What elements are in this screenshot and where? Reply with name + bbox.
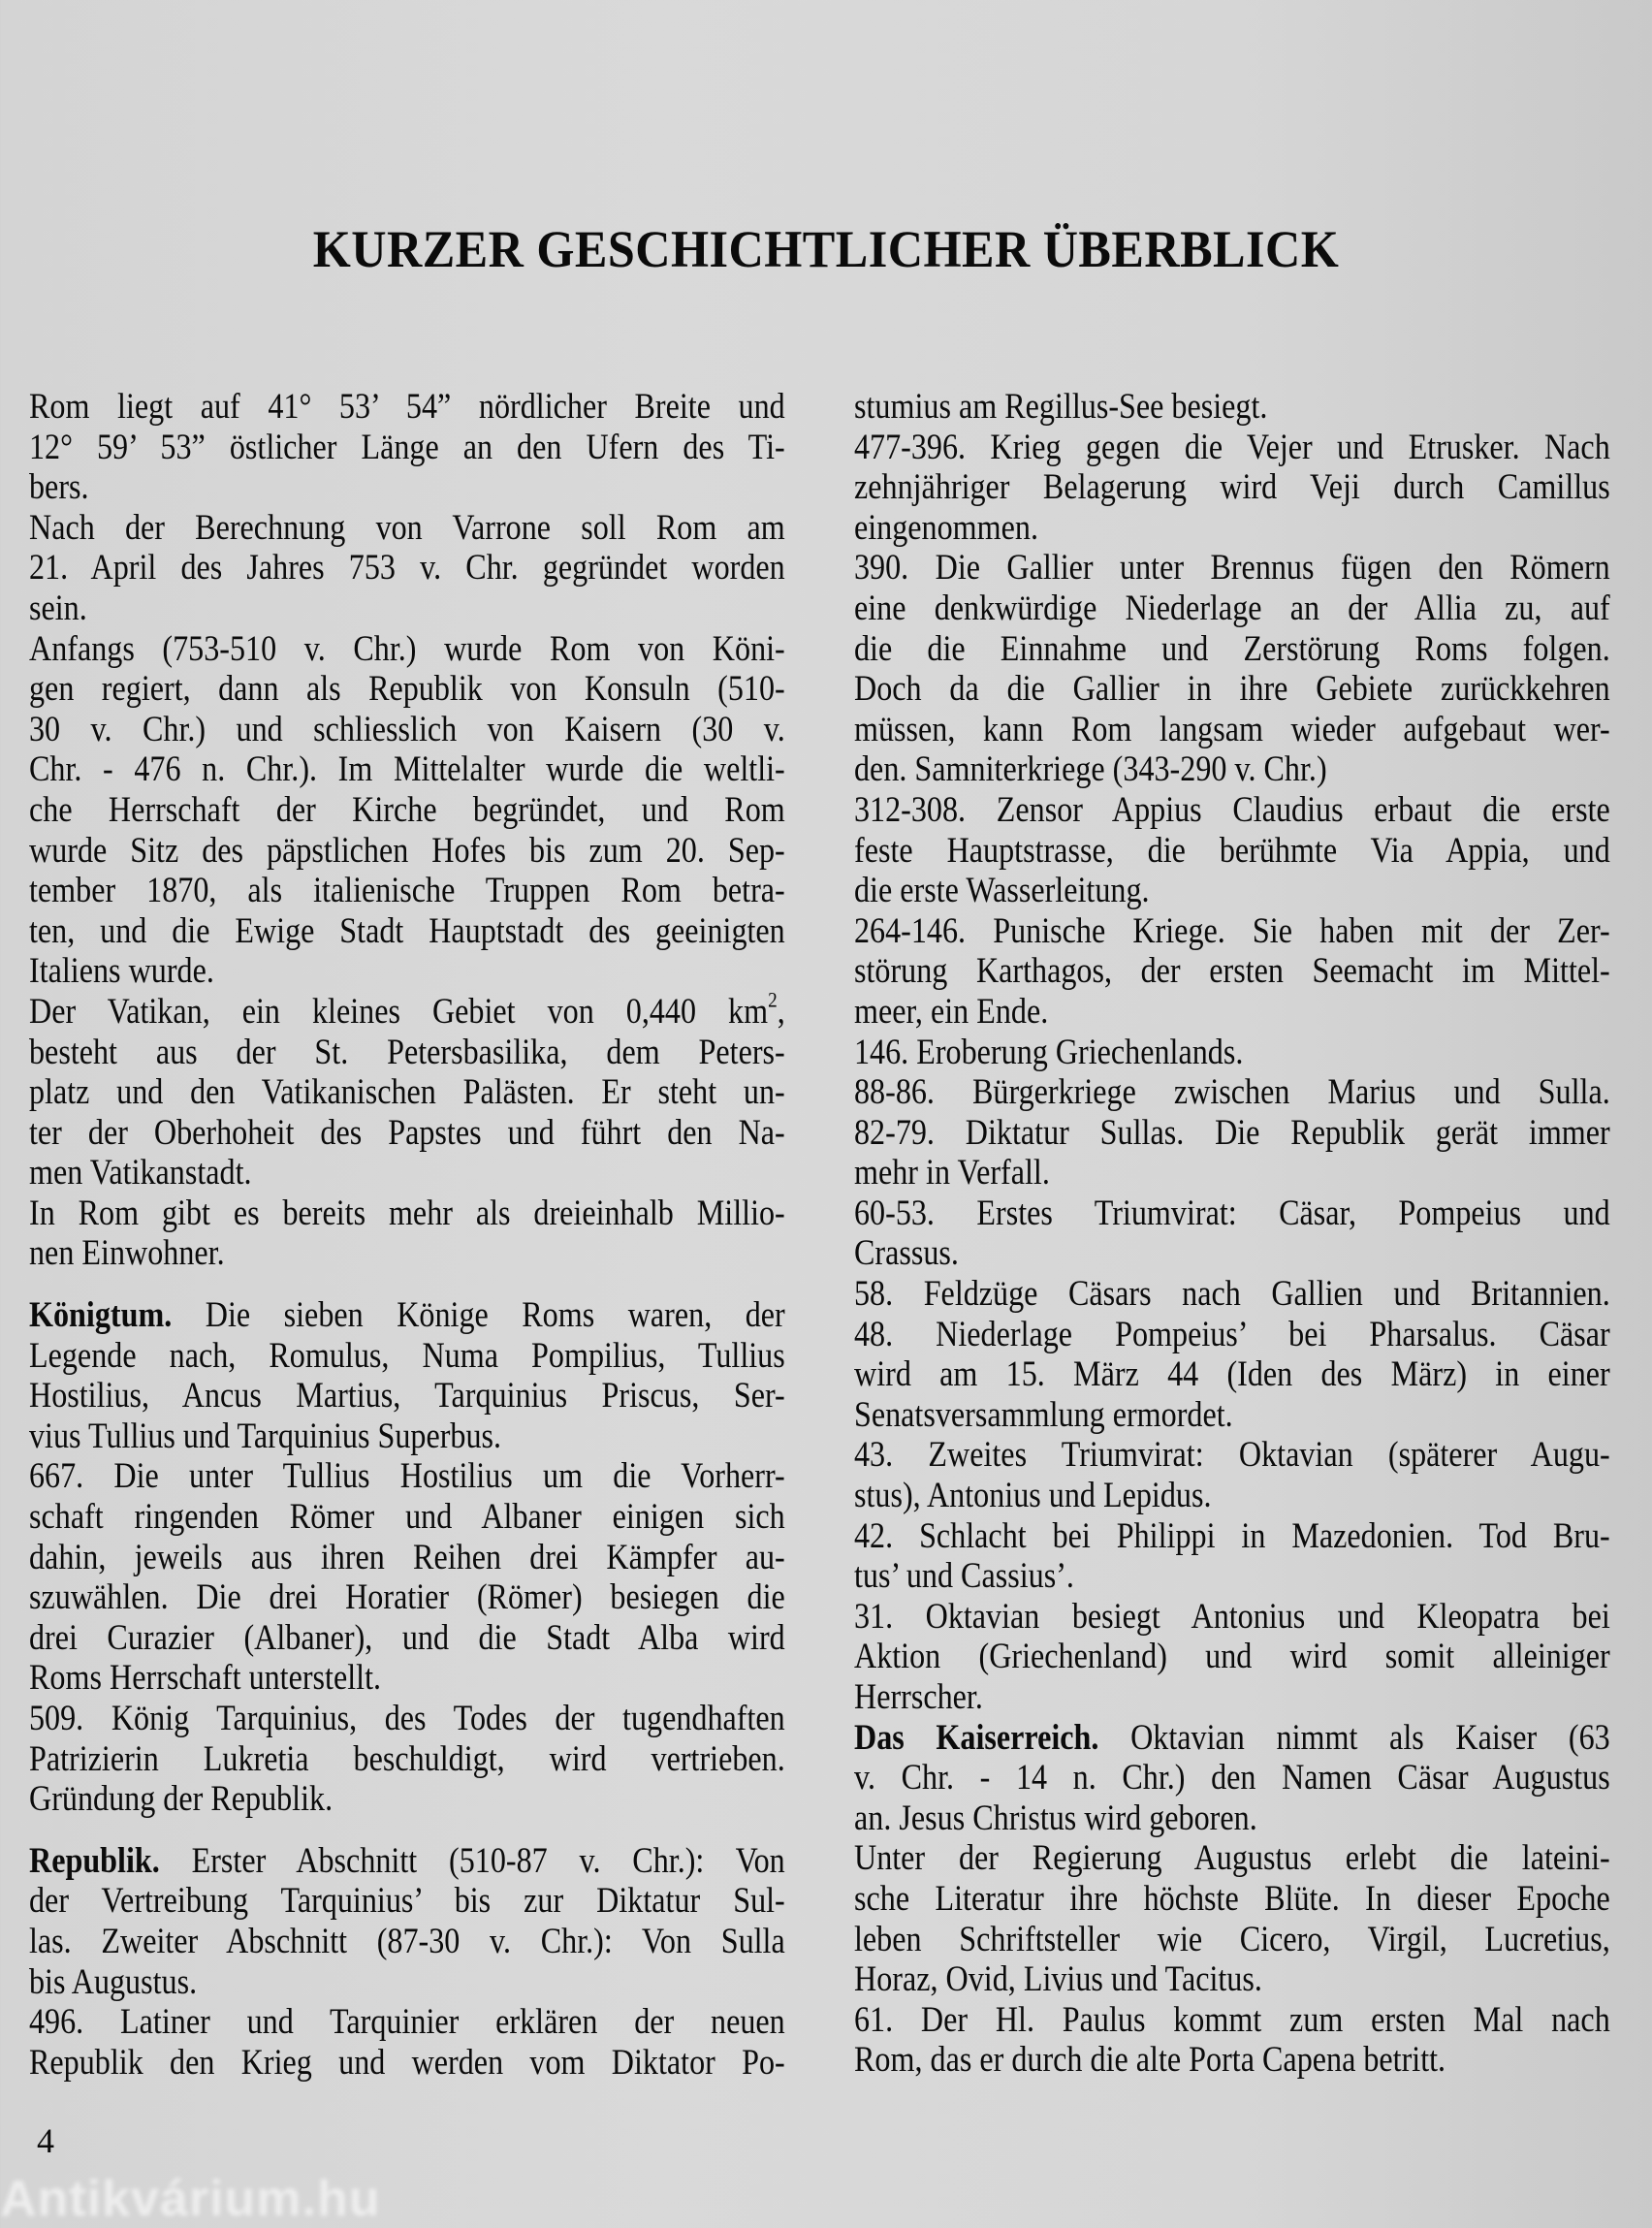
paragraph-continuation: stumius am Regillus-See besiegt.	[854, 386, 1268, 426]
left-column	[29, 386, 785, 2082]
page-title: KURZER GESCHICHTLICHER ÜBERBLICK	[312, 220, 1340, 279]
section-kaiserreich: Das Kaiserreich. Oktavian nimmt als Kaiser (63 v. Chr. - 14 n. Chr.) den Namen Cäsar Augustus an. Jesus Christus wird geboren.	[854, 1716, 1610, 1837]
section-heading: Königtum.	[29, 1294, 173, 1335]
paragraph-43: 43. Zweites Triumvirat: Oktavian (späterer Augu- stus), Antonius und Lepidus.	[854, 1434, 1610, 1515]
right-column	[854, 386, 1610, 2080]
page-number: 4	[37, 2121, 54, 2160]
paragraph-312-308: 312-308. Zensor Appius Claudius erbaut die erste feste Hauptstrasse, die berühmte Via Appia, und die erste Wasserleitung.	[854, 788, 1610, 910]
section-heading: Das Kaiserreich.	[854, 1716, 1099, 1757]
paragraph-founding: Nach der Berechnung von Varrone soll Rom am 21. April des Jahres 753 v. Chr. gegründet worden sein.	[29, 506, 785, 627]
section-koenigtum: Königtum. Die sieben Könige Roms waren, der Legende nach, Romulus, Numa Pompilius, Tullius Hostilius, Ancus Martius, Tarquinius Priscus, Ser- vius Tullius und Tarquinius Superbus.	[29, 1294, 785, 1455]
section-heading: Republik.	[29, 1839, 160, 1880]
paragraph-31: 31. Oktavian besiegt Antonius und Kleopatra bei Aktion (Griechenland) und wird somit alleiniger Herrscher.	[854, 1595, 1610, 1716]
paragraph-location: Rom liegt auf 41° 53’ 54” nördlicher Breite und 12° 59’ 53” östlicher Länge an den Ufern des Ti- bers.	[29, 386, 785, 507]
paragraph-264-146: 264-146. Punische Kriege. Sie haben mit der Zer- störung Karthagos, der ersten Seemacht im Mittel- meer, ein Ende.	[854, 909, 1610, 1031]
paragraph-88-86: 88-86. Bürgerkriege zwischen Marius und Sulla.	[854, 1071, 1610, 1112]
paragraph-population: In Rom gibt es bereits mehr als dreieinhalb Millio- nen Einwohner.	[29, 1192, 785, 1273]
section-republik: Republik. Erster Abschnitt (510-87 v. Chr.): Von der Vertreibung Tarquinius’ bis zur Diktatur Sul- las. Zweiter Abschnitt (87-30 v. Chr.): Von Sulla bis Augustus.	[29, 1839, 785, 2001]
paragraph-496: 496. Latiner und Tarquinier erklären der neuen Republik den Krieg und werden vom Diktator Po-	[29, 2001, 785, 2082]
paragraph-82-79: 82-79. Diktatur Sullas. Die Republik gerät immer mehr in Verfall.	[854, 1111, 1610, 1193]
paragraph-667: 667. Die unter Tullius Hostilius um die Vorherr- schaft ringenden Römer und Albaner einigen sich dahin, jeweils aus ihren Reihen drei Kämpfer au- szuwählen. Die drei Horatier (Römer) besiegen die drei Curazier (Albaner), und die Stadt Alba wird Roms Herrschaft unterstellt.	[29, 1455, 785, 1698]
paragraph-42: 42. Schlacht bei Philippi in Mazedonien. Tod Bru- tus’ und Cassius’.	[854, 1514, 1610, 1596]
paragraph-vatican: Der Vatikan, ein kleines Gebiet von 0,440 $km^2$, besteht aus der St. Petersbasilika, dem Peters- platz und den Vatikanischen Palästen. Er steht un- ter der Oberhoheit des Papstes und führt den Na- men Vatikanstadt.	[29, 987, 785, 1193]
paragraph-58: 58. Feldzüge Cäsars nach Gallien und Britannien.	[854, 1273, 1610, 1314]
paragraph-61: 61. Der Hl. Paulus kommt zum ersten Mal nach Rom, das er durch die alte Porta Capena betritt.	[854, 1998, 1610, 2080]
paragraph-390: 390. Die Gallier unter Brennus fügen den Römern eine denkwürdige Niederlage an der Allia zu, auf die die Einnahme und Zerstörung Roms folgen. Doch da die Gallier in ihre Gebiete zurückkehren müssen, kann Rom langsam wieder aufgebaut wer- den. Samniterkriege (343-290 v. Chr.)	[854, 547, 1610, 789]
paragraph-477-396: 477-396. Krieg gegen die Vejer und Etrusker. Nach zehnjähriger Belagerung wird Veji durch Camillus eingenommen.	[854, 426, 1610, 547]
paragraph-48: 48. Niederlage Pompeius’ bei Pharsalus. Cäsar wird am 15. März 44 (Iden des März) in einer Senatsversammlung ermordet.	[854, 1313, 1610, 1434]
paragraph-augustus-literature: Unter der Regierung Augustus erlebt die lateini- sche Literatur ihre höchste Blüte. In dieser Epoche leben Schriftsteller wie Cicero, Virgil, Lucretius, Horaz, Ovid, Livius und Tacitus.	[854, 1837, 1610, 1999]
watermark: Antikvárium.hu	[0, 2171, 381, 2227]
paragraph-509: 509. König Tarquinius, des Todes der tugendhaften Patrizierin Lukretia beschuldigt, wird vertrieben. Gründung der Republik.	[29, 1698, 785, 1819]
paragraph-146: 146. Eroberung Griechenlands.	[854, 1031, 1244, 1071]
paragraph-60-53: 60-53. Erstes Triumvirat: Cäsar, Pompeius und Crassus.	[854, 1192, 1610, 1273]
paragraph-rulers: Anfangs (753-510 v. Chr.) wurde Rom von Köni- gen regiert, dann als Republik von Konsuln (510- 30 v. Chr.) und schliesslich von Kaisern (30 v. Chr. - 476 n. Chr.). Im Mittelalter wurde die weltli- che Herrschaft der Kirche begründet, und Rom wurde Sitz des päpstlichen Hofes bis zum 20. Sep- tember 1870, als italienische Truppen Rom betra- ten, und die Ewige Stadt Hauptstadt des geeinigten Italiens wurde.	[29, 627, 785, 991]
